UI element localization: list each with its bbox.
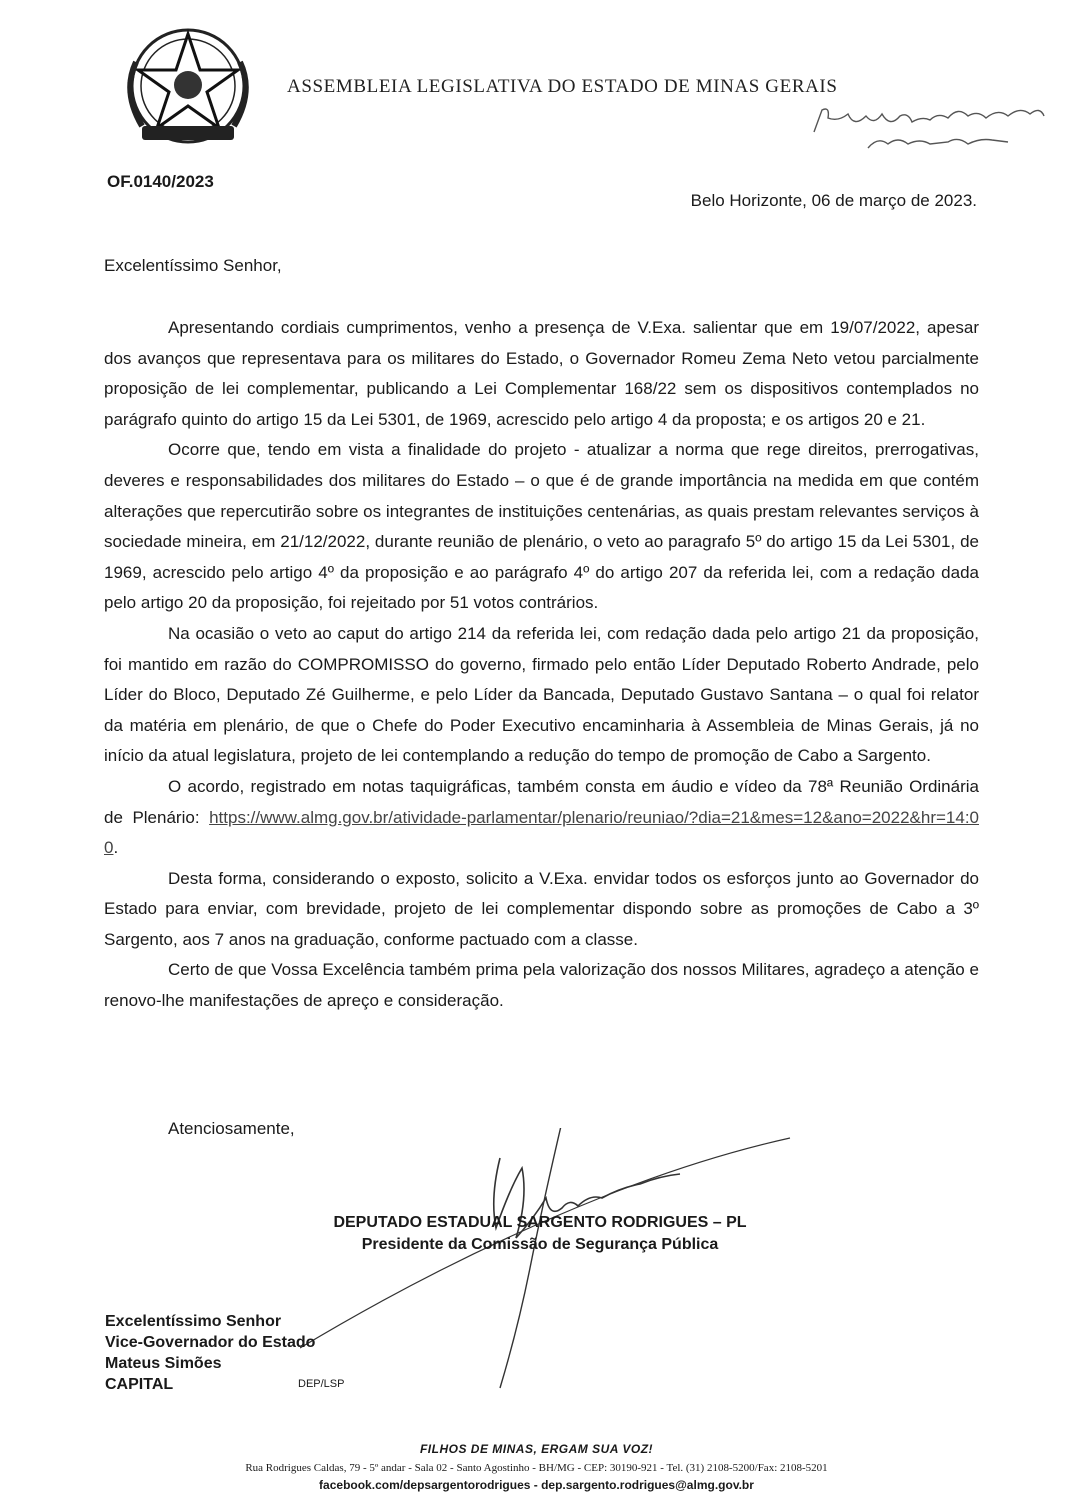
- paragraph: Na ocasião o veto ao caput do artigo 214 da referida lei, com redação dada pelo artigo 21 da proposição, foi mantido em razão do COMPROMISSO do governo, firmado pelo então Líder Deputado Roberto Andrade, pelo Líder do Bloco, Deputado Zé Guilherme, e pelo Líder da Bancada, Deputado Gustavo Santana – o qual foi relator da matéria em plenário, de que o Chefe do Poder Executivo encaminharia à Assembleia de Minas Gerais, já no início da atual legislatura, projeto de lei contemplando a redução do tempo de promoção de Cabo a Sargento.: [104, 623, 979, 766]
- received-handwritten-note: [808, 92, 1048, 158]
- footer-contacts: facebook.com/depsargentorodrigues - dep.sargento.rodrigues@almg.gov.br: [319, 1478, 754, 1492]
- signatory-block: [300, 1212, 780, 1256]
- recipient-block: [105, 1311, 315, 1395]
- state-seal-logo: [118, 22, 258, 157]
- recipient-line: Excelentíssimo Senhor: [105, 1313, 282, 1330]
- recipient-line: Mateus Simões: [105, 1355, 222, 1372]
- recipient-line: CAPITAL: [105, 1376, 174, 1393]
- paragraph: Desta forma, considerando o exposto, solicito a V.Exa. envidar todos os esforços junto ao Governador do Estado para enviar, com brevidade, projeto de lei complementar dispondo sobre as promoções de Cabo a 3º Sargento, aos 7 anos na graduação, conforme pactuado com a classe.: [104, 868, 979, 949]
- paragraph: O acordo, registrado em notas taquigráficas, também consta em áudio e vídeo da 78ª Reunião Ordinária de Plenário: https://www.almg.gov.br/atividade-parlamentar/plenario/reuniao/?dia=21&mes=12&ano=2022&hr=14:00.: [104, 776, 979, 858]
- department-code: DEP/LSP: [298, 1378, 345, 1390]
- recipient-line: Vice-Governador do Estado: [105, 1334, 316, 1351]
- footer-address: Rua Rodrigues Caldas, 79 - 5º andar - Sala 02 - Santo Agostinho - BH/MG - CEP: 30190-921 - Tel. (31) 2108-5200/Fax: 2108-5201: [245, 1462, 828, 1474]
- letter-body: [104, 313, 979, 1017]
- reunion-link[interactable]: https://www.almg.gov.br/atividade-parlamentar/plenario/reuniao/?dia=21&mes=12&ano=2022&hr=14:00: [104, 807, 979, 858]
- letter-date: Belo Horizonte, 06 de março de 2023.: [690, 191, 977, 210]
- paragraph: Apresentando cordiais cumprimentos, venho a presença de V.Exa. salientar que em 19/07/2022, apesar dos avanços que representava para os militares do Estado, o Governador Romeu Zema Neto vetou parcialmente proposição de lei complementar, publicando a Lei Complementar 168/22 sem os dispositivos contemplados no parágrafo quinto do artigo 15 da Lei 5301, de 1969, acrescido pelo artigo 4 da proposta; e os artigos 20 e 21.: [104, 318, 979, 429]
- handwritten-signature: [300, 1128, 820, 1408]
- signatory-role: Presidente da Comissão de Segurança Pública: [361, 1236, 719, 1253]
- footer-motto: FILHOS DE MINAS, ERGAM SUA VOZ!: [419, 1442, 654, 1456]
- institution-title: ASSEMBLEIA LEGISLATIVA DO ESTADO DE MINAS GERAIS: [287, 76, 838, 97]
- paragraph-text: O acordo, registrado em notas taquigráficas, também consta em áudio e vídeo da 78ª Reunião Ordinária de Plenário:: [104, 776, 979, 827]
- closing: Atenciosamente,: [168, 1119, 295, 1138]
- paragraph: Ocorre que, tendo em vista a finalidade do projeto - atualizar a norma que rege direitos, prerrogativas, deveres e responsabilidades dos militares do Estado – o que é de grande importância na medida em que contém alterações que repercutirão sobre os integrantes de instituições centenárias, as quais prestam relevantes serviços à sociedade mineira, em 21/12/2022, durante reunião de plenário, o veto ao paragrafo 5º do artigo 15 da Lei 5301, de 1969, acrescido pelo artigo 4º da proposição e ao parágrafo 4º do artigo 207 da referida lei, com a redação dada pelo artigo 20 da proposição, foi rejeitado por 51 votos contrários.: [104, 440, 979, 613]
- signatory-name: DEPUTADO ESTADUAL SARGENTO RODRIGUES – PL: [333, 1214, 747, 1231]
- letter-reference: OF.0140/2023: [107, 172, 214, 191]
- paragraph: Certo de que Vossa Excelência também prima pela valorização dos nossos Militares, agradeço a atenção e renovo-lhe manifestações de apreço e consideração.: [104, 960, 979, 1011]
- salutation: Excelentíssimo Senhor,: [104, 256, 282, 275]
